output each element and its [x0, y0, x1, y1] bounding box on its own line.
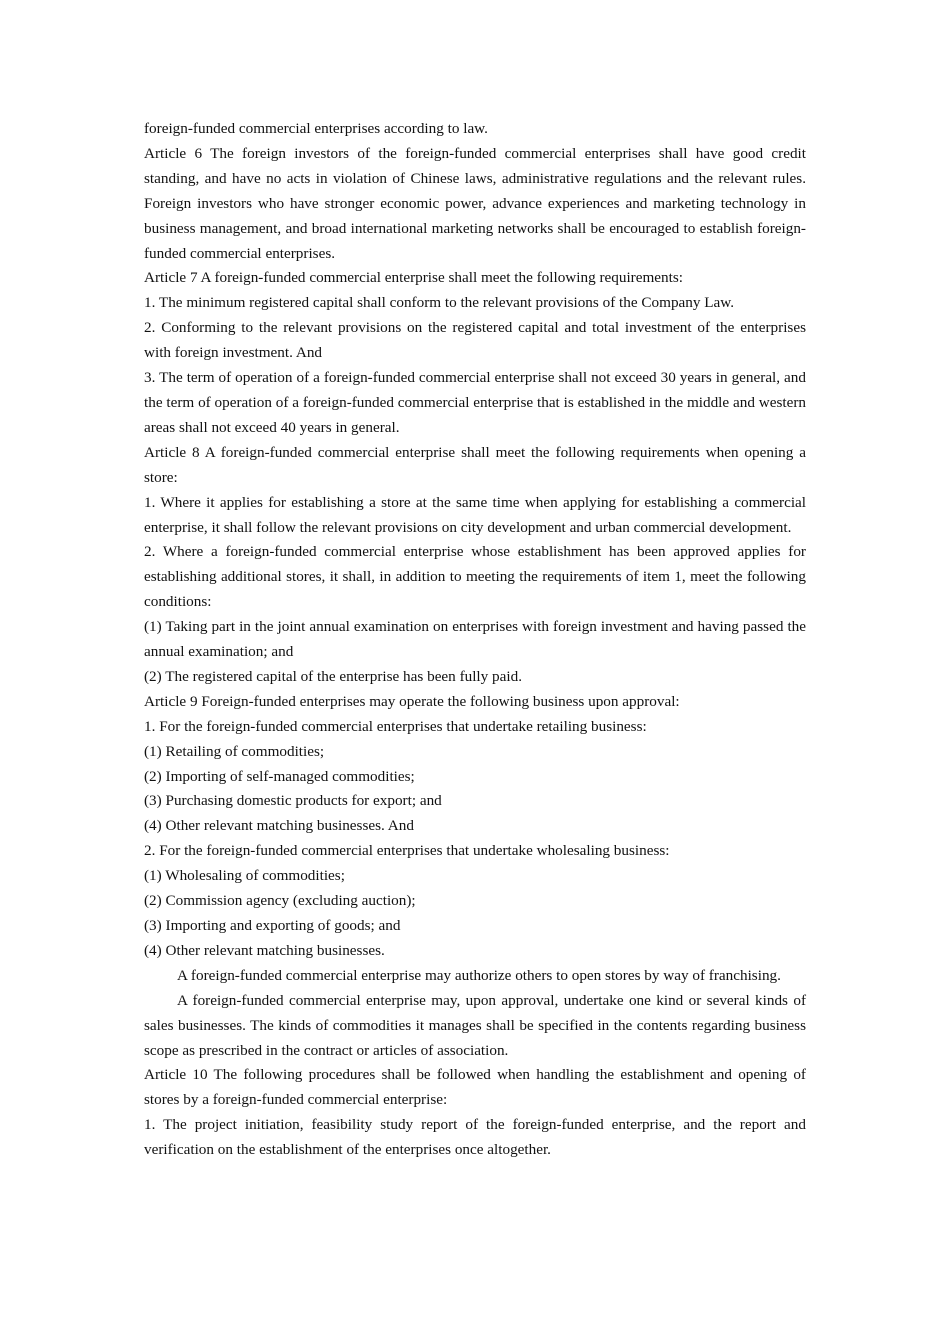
list-item: (4) Other relevant matching businesses. And	[144, 817, 414, 835]
list-item: (1) Taking part in the joint annual examination on enterprises with foreign investment and having passed the annual examination; and	[144, 618, 806, 661]
list-item: 1. Where it applies for establishing a store at the same time when applying for establishing a commercial enterprise, it shall follow the relevant provisions on city development and urban commercial development.	[144, 493, 806, 536]
list-item: (2) The registered capital of the enterprise has been fully paid.	[144, 667, 522, 685]
list-item: (1) Retailing of commodities;	[144, 742, 325, 760]
list-item: (2) Commission agency (excluding auction);	[144, 892, 416, 910]
list-item: 1. The project initiation, feasibility study report of the foreign-funded enterprise, and the report and verification on the establishment of the enterprises once altogether.	[144, 1116, 806, 1159]
list-item: 1. For the foreign-funded commercial enterprises that undertake retailing business:	[144, 717, 647, 735]
document-body	[144, 117, 806, 1163]
paragraph-sales-business: A foreign-funded commercial enterprise may, upon approval, undertake one kind or several kinds of sales businesses. The kinds of commodities it manages shall be specified in the contents regarding business scope as prescribed in the contract or articles of association.	[144, 991, 806, 1059]
list-item: 2. Conforming to the relevant provisions on the registered capital and total investment of the enterprises with foreign investment. And	[144, 319, 806, 362]
list-item: (2) Importing of self-managed commodities;	[144, 767, 415, 785]
list-item: 3. The term of operation of a foreign-funded commercial enterprise shall not exceed 30 years in general, and the term of operation of a foreign-funded commercial enterprise that is established in the middle and western areas shall not exceed 40 years in general.	[144, 369, 806, 436]
article-8: Article 8 A foreign-funded commercial enterprise shall meet the following requirements when opening a store:	[144, 443, 806, 486]
article-10: Article 10 The following procedures shall be followed when handling the establishment and opening of stores by a foreign-funded commercial enterprise:	[144, 1066, 806, 1109]
paragraph: foreign-funded commercial enterprises according to law.	[144, 120, 488, 137]
list-item: 1. The minimum registered capital shall conform to the relevant provisions of the Company Law.	[144, 294, 735, 312]
list-item: (3) Importing and exporting of goods; and	[144, 917, 401, 934]
article-7: Article 7 A foreign-funded commercial enterprise shall meet the following requirements:	[144, 269, 683, 287]
list-item: 2. For the foreign-funded commercial enterprises that undertake wholesaling business:	[144, 842, 670, 860]
list-item: 2. Where a foreign-funded commercial enterprise whose establishment has been approved applies for establishing additional stores, it shall, in addition to meeting the requirements of item 1, meet the following conditions:	[144, 543, 806, 611]
list-item: (1) Wholesaling of commodities;	[144, 867, 345, 885]
paragraph-franchising: A foreign-funded commercial enterprise may authorize others to open stores by way of franchising.	[177, 966, 781, 984]
article-6: Article 6 The foreign investors of the foreign-funded commercial enterprises shall have good credit standing, and have no acts in violation of Chinese laws, administrative regulations and the relevant rules. Foreign investors who have stronger economic power, advance experiences and marketing technology in business management, and broad international marketing networks shall be encouraged to establish foreign-funded commercial enterprises.	[144, 144, 806, 262]
list-item: (4) Other relevant matching businesses.	[144, 941, 385, 959]
list-item: (3) Purchasing domestic products for export; and	[144, 792, 442, 810]
article-9: Article 9 Foreign-funded enterprises may operate the following business upon approval:	[144, 692, 680, 710]
